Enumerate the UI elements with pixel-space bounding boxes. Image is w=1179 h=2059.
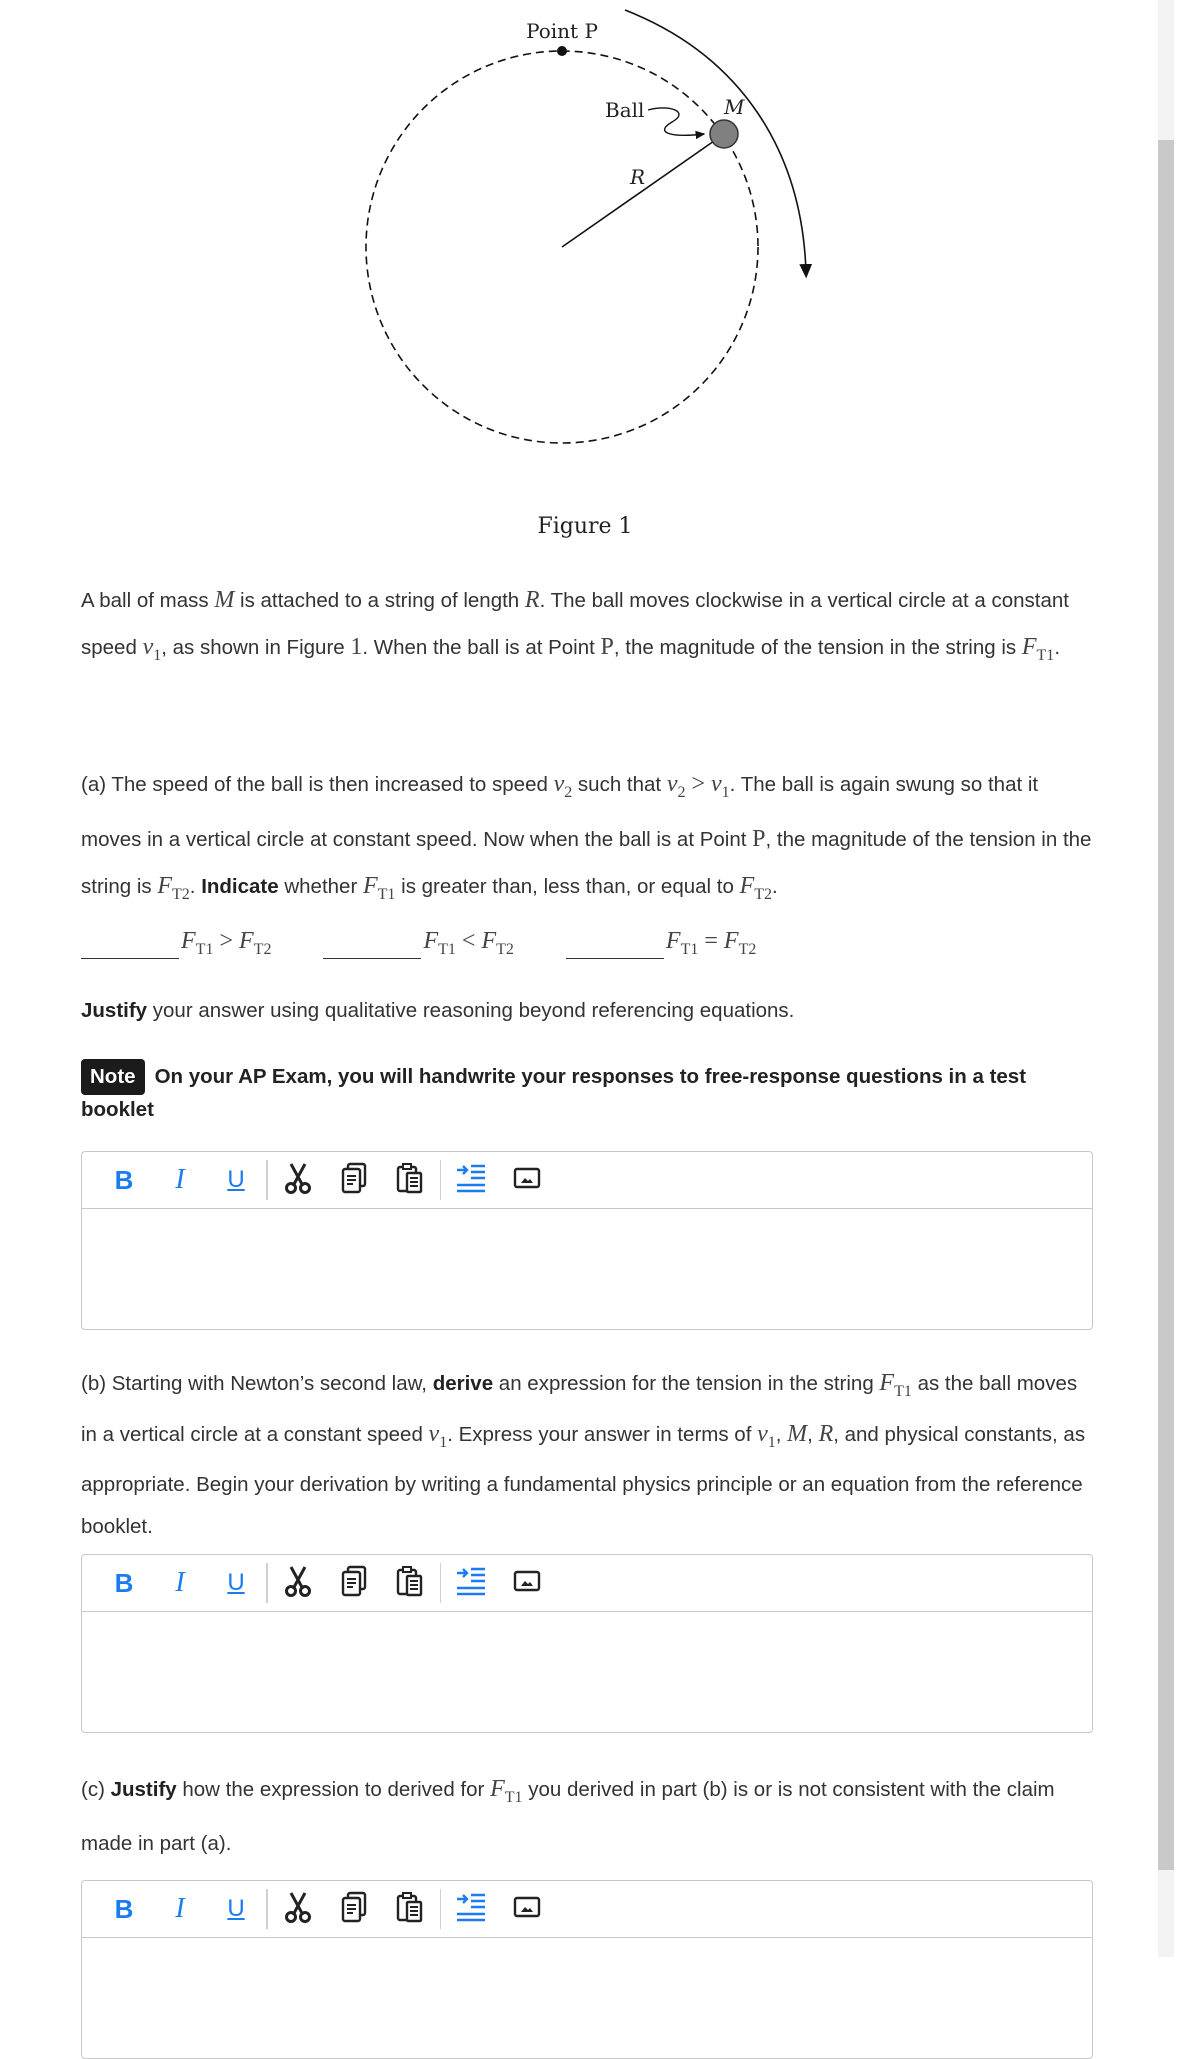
math-operator: > [219,928,233,954]
math-subscript: T2 [253,940,272,958]
answer-editor-c [81,1880,1093,2059]
math-variable [666,771,686,801]
math-variable [214,587,234,613]
text-run: is greater than, less than, or equal to [395,874,740,898]
text-run: , as shown in Figure [161,636,351,659]
note-badge: Note [81,1059,145,1095]
text-run: is attached to a string of length [234,589,525,612]
math-symbol: P [752,825,766,852]
text-run: an expression for the tension in the string [493,1372,880,1395]
math-base: F [1021,634,1037,660]
underline-icon-glyph: U [227,1895,245,1922]
paste-icon [396,1162,424,1199]
indent-button[interactable] [443,1158,499,1202]
math-symbol: P [600,634,614,660]
bold-button[interactable] [96,1561,152,1605]
underline-icon [227,1166,244,1194]
math-subscript: T2 [754,885,773,903]
justify-instruction [81,988,1096,1034]
math-variable [1021,634,1055,664]
editor-text-area[interactable] [82,1612,1092,1732]
math-variable [879,1370,912,1400]
paste-button[interactable] [382,1158,438,1202]
math-base: F [665,928,681,954]
text-run: you derived in part (b) is or is not consistent with the claim made in part (a). [81,1778,1055,1855]
answer-choices [81,928,756,959]
text-run: , the magnitude of the tension in the string is [613,636,1022,659]
text-run: . The ball is again swung so that it moves in a vertical circle at constant speed. Now when the ball is at Point [81,773,1039,851]
radius-label: R [630,165,646,189]
point-p-label: Point P [526,19,598,43]
cut-icon [283,1891,313,1928]
answer-blank[interactable] [323,936,421,959]
indent-button[interactable] [443,1561,499,1605]
insert-image-button[interactable] [499,1887,555,1931]
scrollbar-thumb[interactable] [1158,140,1174,1870]
editor-toolbar [82,1555,1092,1612]
text-run: , the magnitude of the tension in the string is [81,827,1092,898]
text-run: , [807,1422,819,1446]
math-base: M [214,587,235,613]
copy-icon [340,1162,368,1199]
insert-image-button[interactable] [499,1158,555,1202]
math-subscript: 1 [153,646,162,664]
text-run: how the expression to derived for [176,1778,491,1801]
editor-text-area[interactable] [82,1209,1092,1329]
math-subscript: T1 [504,1788,523,1806]
mass-label: M [724,95,745,119]
copy-button[interactable] [326,1158,382,1202]
math-variable [553,771,573,801]
math-variable [757,1420,776,1451]
italic-icon [175,1893,184,1925]
math-subscript: T2 [496,940,514,958]
answer-editor-b [81,1554,1093,1733]
figure-caption: Figure 1 [537,514,633,539]
ball [710,120,738,148]
indent-button[interactable] [443,1887,499,1931]
math-variable [525,587,540,613]
math-subscript: T2 [172,885,190,903]
math-base: v [666,771,678,797]
text-run: A ball of mass [81,589,215,612]
math-operator: = [704,928,718,954]
underline-button[interactable] [208,1887,264,1931]
paste-icon [396,1565,424,1602]
math-base: F [362,872,378,899]
cut-button[interactable] [270,1887,326,1931]
math-variable [157,872,190,903]
choice-less[interactable] [323,928,513,959]
italic-button[interactable] [152,1561,208,1605]
text-run: . When the ball is at Point [362,636,601,659]
note-text: On your AP Exam, you will handwrite your responses to free-response questions in a test booklet [81,1065,1027,1121]
math-base: F [181,928,196,954]
bold-icon [115,1894,134,1925]
math-variable [723,928,757,958]
editor-text-area[interactable] [82,1938,1092,2058]
underline-icon [227,1895,244,1923]
indent-icon [455,1891,487,1928]
point-p-dot [557,46,567,56]
math-operator: < [461,928,476,954]
text-run: as the ball moves in a vertical circle at a constant speed [81,1372,1078,1446]
bold-icon-glyph: B [114,1893,134,1924]
math-subscript: T1 [680,940,699,958]
math-base: F [423,928,439,954]
text-run: (c) [81,1778,111,1801]
underline-icon-glyph: U [227,1166,245,1193]
intro-paragraph [81,577,1096,679]
image-icon [513,1166,541,1195]
paste-button[interactable] [382,1887,438,1931]
ball-pointer-arrow [648,108,704,135]
figure-1-diagram [0,0,1150,500]
part-b-question [81,1362,1096,1548]
italic-icon-glyph: I [175,1893,185,1924]
math-base: F [490,1776,505,1802]
math-base: v [711,771,722,797]
text-run: . [1054,636,1061,659]
math-base: F [239,928,254,954]
editor-toolbar [82,1881,1092,1938]
math-base: M [787,1420,808,1447]
math-subscript: T1 [438,940,456,958]
math-subscript: 2 [564,783,573,801]
math-base: v [428,1420,440,1447]
math-subscript: T2 [738,940,757,958]
text-run: . [772,874,778,898]
answer-blank[interactable] [81,936,179,959]
math-variable [787,1421,807,1447]
toolbar-divider [266,1563,268,1603]
math-variable [665,928,699,958]
choice-greater[interactable] [81,928,271,959]
answer-blank[interactable] [566,936,664,959]
text-run: . Express your answer in terms of [447,1422,758,1446]
bold-keyword: Indicate [201,874,279,898]
math-base: F [157,872,172,899]
math-variable [181,928,214,958]
cut-icon [283,1565,313,1602]
toolbar-divider [440,1889,442,1929]
math-symbol: 1 [350,634,363,660]
indent-icon [455,1565,487,1602]
text-run: such that [572,773,667,796]
math-base: v [142,634,154,660]
math-subscript: 2 [677,783,686,801]
text-run: (b) Starting with Newton’s second law, [81,1372,433,1395]
math-operator: > [691,771,706,797]
cut-icon [283,1162,313,1199]
math-variable [490,1776,523,1806]
toolbar-divider [440,1160,442,1200]
part-a-question [81,761,1096,918]
toolbar-divider [266,1889,268,1929]
math-base: v [553,771,565,797]
math-subscript: T1 [1036,646,1055,664]
italic-icon [175,1567,184,1599]
math-subscript: T1 [377,885,396,903]
math-variable [142,634,162,664]
math-base: R [818,1420,834,1447]
editor-toolbar [82,1152,1092,1209]
bold-button[interactable] [96,1887,152,1931]
math-variable [819,1421,834,1447]
radius-string [562,141,714,247]
copy-icon [340,1891,368,1928]
math-variable [739,872,773,903]
copy-icon [340,1565,368,1602]
copy-button[interactable] [326,1887,382,1931]
math-base: v [757,1420,768,1447]
underline-button[interactable] [208,1561,264,1605]
toolbar-divider [440,1563,442,1603]
math-subscript: T1 [894,1382,912,1400]
copy-button[interactable] [326,1561,382,1605]
bold-keyword: derive [432,1372,494,1395]
bold-button[interactable] [96,1158,152,1202]
underline-icon [227,1569,244,1597]
text-run: (a) The speed of the ball is then increased to speed [81,773,554,796]
note [81,1059,1096,1124]
underline-icon-glyph: U [227,1569,245,1596]
math-base: R [524,587,540,613]
math-variable [428,1420,448,1451]
text-run: your answer using qualitative reasoning beyond referencing equations. [147,999,795,1022]
bold-icon [115,1165,134,1196]
ball-label: Ball [605,98,645,122]
cut-button[interactable] [270,1561,326,1605]
math-subscript: 1 [721,783,730,801]
choice-equal[interactable] [566,928,756,959]
part-c-question [81,1766,1096,1867]
bold-icon [115,1568,134,1599]
italic-icon [175,1164,184,1196]
toolbar-divider [266,1160,268,1200]
italic-icon-glyph: I [175,1164,185,1195]
math-subscript: 1 [439,1433,448,1451]
italic-button[interactable] [152,1887,208,1931]
text-run: , [775,1422,788,1446]
math-base: F [739,872,755,899]
underline-button[interactable] [208,1158,264,1202]
paste-icon [396,1891,424,1928]
math-base: F [723,928,739,954]
math-base: F [879,1370,895,1396]
bold-icon-glyph: B [114,1164,134,1195]
italic-icon-glyph: I [175,1567,185,1598]
math-variable [362,872,396,903]
answer-editor-a [81,1151,1093,1330]
indent-icon [455,1162,487,1199]
bold-keyword: Justify [81,999,148,1022]
text-run: , and physical constants, as appropriate. Begin your derivation by writing a fundamental physics principle or an equation from the reference booklet. [81,1422,1086,1538]
cut-button[interactable] [270,1158,326,1202]
math-subscript: T1 [195,940,214,958]
paste-button[interactable] [382,1561,438,1605]
math-subscript: 1 [767,1433,776,1451]
math-variable [481,928,514,958]
text-run: . The ball moves clockwise in a vertical circle at a constant speed [81,589,1070,659]
bold-icon-glyph: B [114,1567,134,1598]
image-icon [513,1569,541,1598]
text-run: . [189,874,202,898]
image-icon [513,1895,541,1924]
bold-keyword: Justify [110,1778,177,1801]
insert-image-button[interactable] [499,1561,555,1605]
text-run: whether [278,874,363,898]
math-variable [423,928,456,958]
math-base: F [481,928,497,954]
math-variable [711,771,730,801]
math-variable [239,928,272,958]
italic-button[interactable] [152,1158,208,1202]
